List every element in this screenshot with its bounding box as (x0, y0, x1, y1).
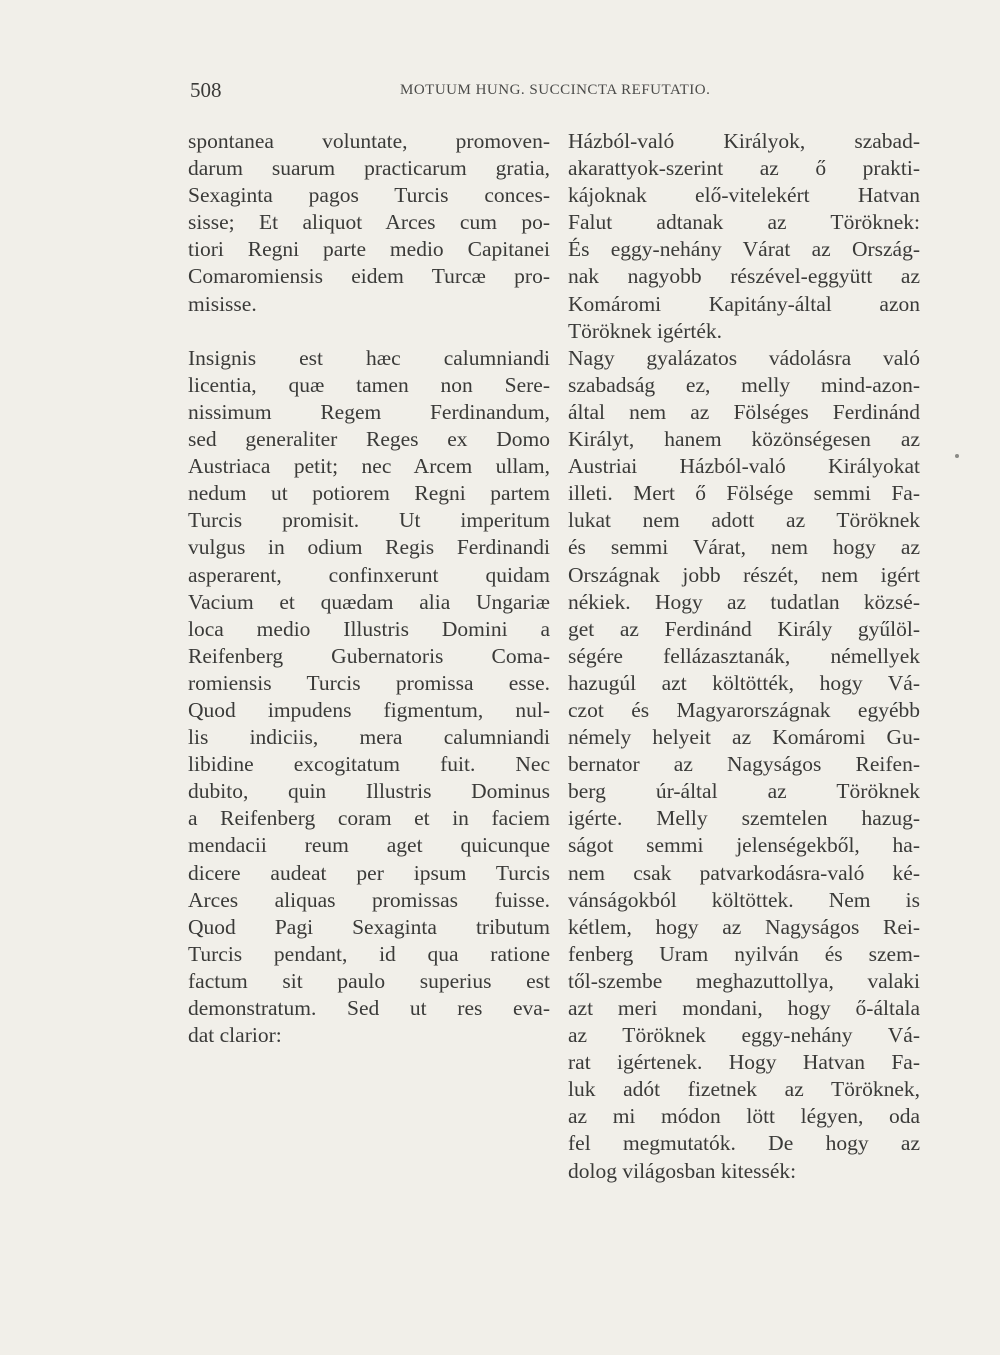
text-line: libidine excogitatum fuit. Nec (188, 752, 550, 777)
text-line: darum suarum practicarum gratia, (188, 156, 550, 181)
running-title: MOTUUM HUNG. SUCCINCTA REFUTATIO. (400, 82, 711, 98)
text-line: azt meri mondani, hogy ő-általa (568, 996, 920, 1020)
text-line: Házból-való Királyok, szabad- (568, 129, 920, 153)
text-line: vánságokból költöttek. Nem is (568, 887, 920, 912)
text-line: sed generaliter Reges ex Domo (188, 427, 550, 452)
text-line: ságot semmi jelenségekből, ha- (568, 833, 920, 858)
text-line: az mi módon lött légyen, oda (568, 1104, 920, 1129)
text-line: loca medio Illustris Domini a (188, 616, 550, 641)
text-line: lis indiciis, mera calumniandi (188, 725, 550, 750)
text-line: és semmi Várat, nem hogy az (568, 535, 920, 560)
text-line: vulgus in odium Regis Ferdinandi (188, 535, 550, 560)
text-line: spontanea voluntate, promoven- (188, 129, 550, 153)
text-line: igérte. Melly szemtelen hazug- (568, 806, 920, 831)
text-line: fenberg Uram nyilván és szem- (568, 941, 920, 966)
text-line: berg úr-által az Töröknek (568, 779, 920, 804)
text-line: Komáromi Kapitány-által azon (568, 291, 920, 316)
text-line: hazugúl azt költötték, hogy Vá- (568, 670, 920, 695)
text-line: Comaromiensis eidem Turcæ pro- (188, 264, 550, 289)
text-line: illeti. Mert ő Fölsége semmi Fa- (568, 481, 920, 506)
text-line: asperarent, confinxerunt quidam (188, 562, 550, 587)
text-line: romiensis Turcis promissa esse. (188, 670, 550, 695)
text-line: Quod impudens figmentum, nul- (188, 697, 550, 722)
text-line: a Reifenberg coram et in faciem (188, 806, 550, 831)
hungarian-text-column (568, 128, 920, 1185)
text-line: demonstratum. Sed ut res eva- (188, 996, 550, 1020)
text-line: És eggy-nehány Várat az Ország- (568, 237, 920, 262)
text-line: Nagy gyalázatos vádolásra való (568, 345, 920, 370)
text-line: nékiek. Hogy az tudatlan közsé- (568, 589, 920, 614)
text-line: Királyt, hanem közönségesen az (568, 427, 920, 452)
text-line: az Töröknek eggy-nehány Vá- (568, 1023, 920, 1048)
text-line: által nem az Fölséges Ferdinánd (568, 399, 920, 424)
text-line: kájoknak elő-vitelekért Hatvan (568, 183, 920, 208)
paper-speck (955, 454, 959, 458)
text-line: mendacii reum aget quicunque (188, 833, 550, 858)
text-line: Turcis pendant, id qua ratione (188, 941, 550, 966)
text-line: dicere audeat per ipsum Turcis (188, 860, 550, 885)
text-line: Arces aliquas promissas fuisse. (188, 887, 550, 912)
text-line: Falut adtanak az Töröknek: (568, 210, 920, 235)
text-line: Sexaginta pagos Turcis conces- (188, 183, 550, 208)
text-line: akarattyok-szerint az ő prakti- (568, 156, 920, 181)
text-line: Reifenberg Gubernatoris Coma- (188, 643, 550, 668)
text-line: dolog világosban kitessék: (568, 1158, 797, 1183)
text-line: nissimum Regem Ferdinandum, (188, 399, 550, 424)
text-line: licentia, quæ tamen non Sere- (188, 372, 550, 397)
text-line: ségére fellázasztanák, némellyek (568, 643, 920, 668)
text-line: Austriaca petit; nec Arcem ullam, (188, 454, 550, 479)
text-line: bernator az Nagyságos Reifen- (568, 752, 920, 777)
text-line: dubito, quin Illustris Dominus (188, 779, 550, 804)
text-line: misisse. (188, 291, 257, 316)
text-line: luk adót fizetnek az Töröknek, (568, 1077, 920, 1102)
text-line: rat igértenek. Hogy Hatvan Fa- (568, 1050, 920, 1075)
text-line: némely helyeit az Komáromi Gu- (568, 725, 920, 750)
text-line: Quod Pagi Sexaginta tributum (188, 914, 550, 939)
text-line: től-szembe meghazuttollya, valaki (568, 968, 920, 993)
text-line: get az Ferdinánd Király gyűlöl- (568, 616, 920, 641)
text-line: nem csak patvarkodásra-való ké- (568, 860, 920, 885)
text-line: Országnak jobb részét, nem igért (568, 562, 920, 587)
text-line: fel megmutatók. De hogy az (568, 1131, 920, 1156)
text-line: lukat nem adott az Töröknek (568, 508, 920, 533)
latin-text-column (188, 128, 550, 1049)
text-line: szabadság ez, melly mind-azon- (568, 372, 920, 397)
text-line: Vacium et quædam alia Ungariæ (188, 589, 550, 614)
text-line: Töröknek igérték. (568, 318, 723, 343)
text-line: sisse; Et aliquot Arces cum po- (188, 210, 550, 235)
text-line: nedum ut potiorem Regni partem (188, 481, 550, 506)
text-line: czot és Magyarországnak egyébb (568, 697, 920, 722)
text-line: Insignis est hæc calumniandi (188, 345, 550, 370)
text-line: kétlem, hogy az Nagyságos Rei- (568, 914, 920, 939)
paragraph-gap (188, 318, 550, 345)
text-line: tiori Regni parte medio Capitanei (188, 237, 550, 262)
text-line: factum sit paulo superius est (188, 968, 550, 993)
text-line: Turcis promisit. Ut imperitum (188, 508, 550, 533)
running-head (190, 78, 750, 102)
text-line: dat clarior: (188, 1023, 282, 1048)
text-line: Austriai Házból-való Királyokat (568, 454, 920, 479)
text-line: nak nagyobb részével-eggyütt az (568, 264, 920, 289)
page-number: 508 (190, 78, 222, 102)
